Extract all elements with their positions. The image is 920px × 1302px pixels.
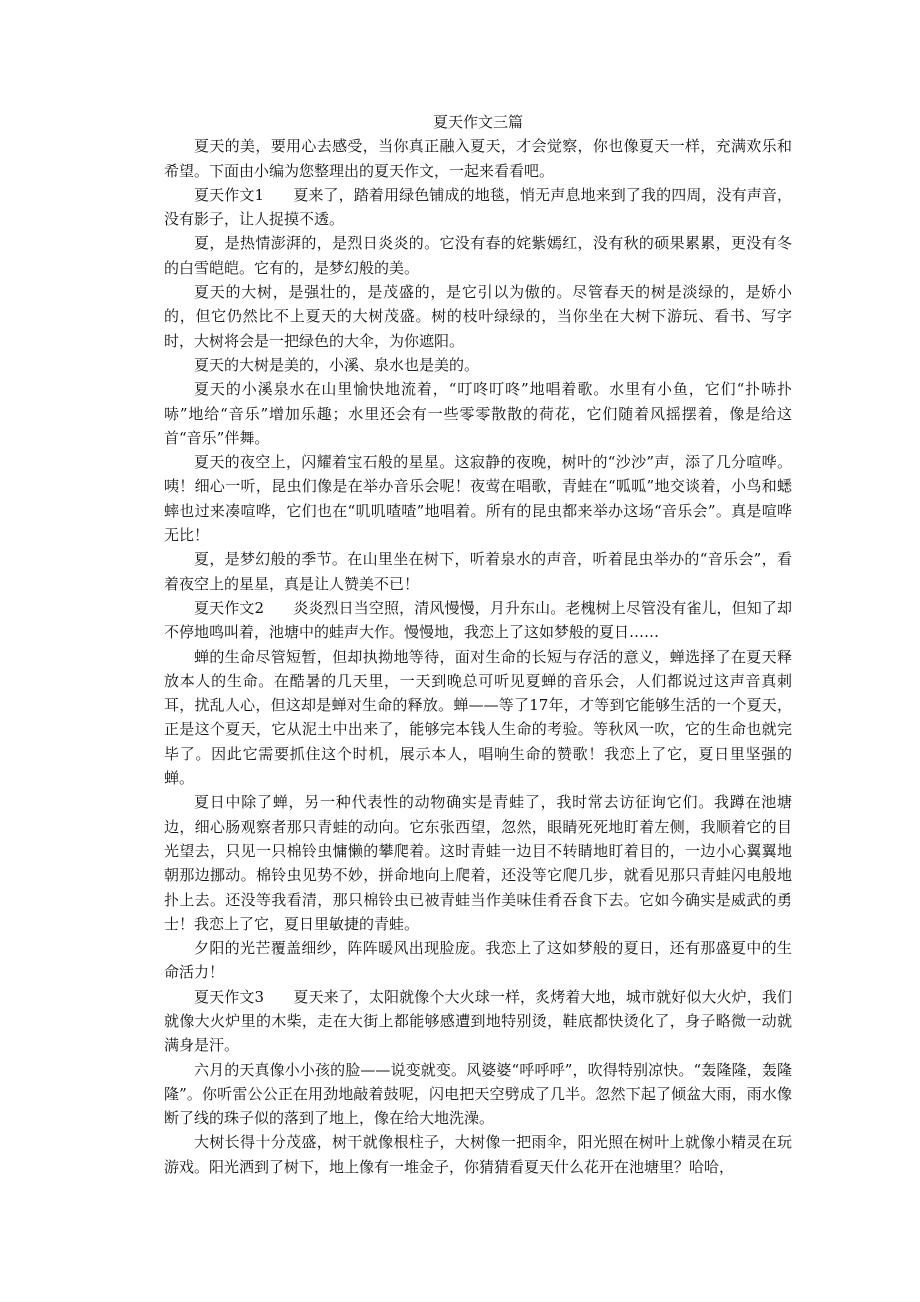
section-heading: 夏天作文3 [194, 987, 265, 1006]
paragraph-text: 蝉的生命尽管短暂，但却执拗地等待，面对生命的长短与存活的意义，蝉选择了在夏天释放本人的生命。在酷暑的几天里，一天到晚总可听见夏蝉的音乐会，人们都说过这声音真刺耳，扰乱人心，但这却是蝉对生命的释放。蝉——等了17年，才等到它能够生活的一个夏天，正是这个夏天，它从泥土中出来了，能够完本钱人生命的考验。等秋风一吹，它的生命也就完毕了。因此它需要抓住这个时机，展示本人，唱响生命的赞歌！我恋上了它，夏日里坚强的蝉。 [164, 647, 792, 788]
paragraph [164, 790, 792, 936]
section-heading: 夏天作文2 [194, 598, 265, 617]
paragraph [164, 377, 792, 450]
paragraph-text: 夏天的夜空上，闪耀着宝石般的星星。这寂静的夜晚，树叶的“沙沙”声，添了几分喧哗。咦！细心一听，昆虫们像是在举办音乐会呢！夜莺在唱歌，青蛙在“呱呱”地交谈着，小鸟和蟋蟀也过来凑喧哗，它们也在“叽叽喳喳”地唱着。所有的昆虫都来举办这场“音乐会”。真是喧哗无比！ [164, 453, 792, 545]
section-heading: 夏天作文1 [194, 185, 265, 204]
paragraph-text: 大树长得十分茂盛，树干就像根柱子，大树像一把雨伞，阳光照在树叶上就像小精灵在玩游戏。阳光洒到了树下，地上像有一堆金子，你猜猜看夏天什么花开在池塘里？哈哈， [164, 1133, 792, 1176]
paragraph-text: 夏来了，踏着用绿色铺成的地毯，悄无声息地来到了我的四周，没有声音，没有影子，让人捉摸不透。 [164, 185, 793, 229]
paragraph [164, 596, 792, 645]
paragraph [164, 183, 792, 232]
paragraph-text: 夏天的大树，是强壮的，是茂盛的，是它引以为傲的。尽管春天的树是淡绿的，是娇小的，但它仍然比不上夏天的大树茂盛。树的枝叶绿绿的，当你坐在大树下游玩、看书、写字时，大树将会是一把绿色的大伞，为你遮阳。 [164, 283, 792, 350]
paragraph [164, 280, 792, 353]
paragraph [164, 1130, 792, 1179]
paragraph-text: 夏，是热情澎湃的，是烈日炎炎的。它没有春的姹紫嫣红，没有秋的硕果累累，更没有冬的白雪皑皑。它有的，是梦幻般的美。 [164, 234, 792, 277]
paragraph-text: 夏天的小溪泉水在山里愉快地流着，“叮咚叮咚”地唱着歌。水里有小鱼，它们“扑哧扑哧”地给“音乐”增加乐趣；水里还会有一些零零散散的荷花，它们随着风摇摆着，像是给这首“音乐”伴舞。 [164, 380, 792, 447]
paragraph-text: 炎炎烈日当空照，清风慢慢，月升东山。老槐树上尽管没有雀儿，但知了却不停地鸣叫着，池塘中的蛙声大作。慢慢地，我恋上了这如梦般的夏日…… [164, 598, 793, 642]
paragraph [164, 1058, 792, 1131]
paragraph-text: 夏天的美，要用心去感受，当你真正融入夏天，才会觉察，你也像夏天一样，充满欢乐和希望。下面由小编为您整理出的夏天作文，一起来看看吧。 [164, 137, 792, 180]
paragraph-text: 六月的天真像小小孩的脸——说变就变。风婆婆“呼呼呼”，吹得特别凉快。“轰隆隆，轰隆隆”。你听雷公公正在用劲地敲着鼓呢，闪电把天空劈成了几半。忽然下起了倾盆大雨，雨水像断了线的珠子似的落到了地上，像在给大地洗澡。 [164, 1060, 792, 1128]
paragraph-text: 夏，是梦幻般的季节。在山里坐在树下，听着泉水的声音，听着昆虫举办的“音乐会”，看着夜空上的星星，真是让人赞美不已！ [164, 550, 792, 593]
paragraph-list [164, 134, 792, 1179]
paragraph-text: 夕阳的光芒覆盖细纱，阵阵暖风出现脸庞。我恋上了这如梦般的夏日，还有那盛夏中的生命活力！ [164, 939, 792, 982]
document-body [164, 110, 792, 1179]
paragraph [164, 645, 792, 791]
paragraph [164, 547, 792, 596]
paragraph-text: 夏天来了，太阳就像个大火球一样，炙烤着大地，城市就好似大火炉，我们就像大火炉里的木柴，走在大街上都能够感遭到地特别烫，鞋底都快烫化了，身子略微一动就满身是汗。 [164, 987, 793, 1055]
paragraph [164, 231, 792, 280]
paragraph [164, 134, 792, 183]
paragraph [164, 936, 792, 985]
paragraph-text: 夏日中除了蝉，另一种代表性的动物确实是青蛙了，我时常去访征询它们。我蹲在池塘边，细心肠观察者那只青蛙的动向。它东张西望，忽然，眼睛死死地盯着左侧，我顺着它的目光望去，只见一只棉铃虫慵懒的攀爬着。这时青蛙一边目不转睛地盯着目的，一边小心翼翼地朝那边挪动。棉铃虫见势不妙，拼命地向上爬着，还没等它爬几步，就看见那只青蛙闪电般地扑上去。还没等我看清，那只棉铃虫已被青蛙当作美味佳肴吞食下去。它如今确实是威武的勇士！我恋上了它，夏日里敏捷的青蛙。 [164, 793, 792, 933]
paragraph [164, 985, 792, 1058]
paragraph [164, 353, 792, 377]
paragraph-text: 夏天的大树是美的，小溪、泉水也是美的。 [194, 355, 480, 374]
document-title: 夏天作文三篇 [432, 113, 523, 131]
paragraph [164, 450, 792, 547]
